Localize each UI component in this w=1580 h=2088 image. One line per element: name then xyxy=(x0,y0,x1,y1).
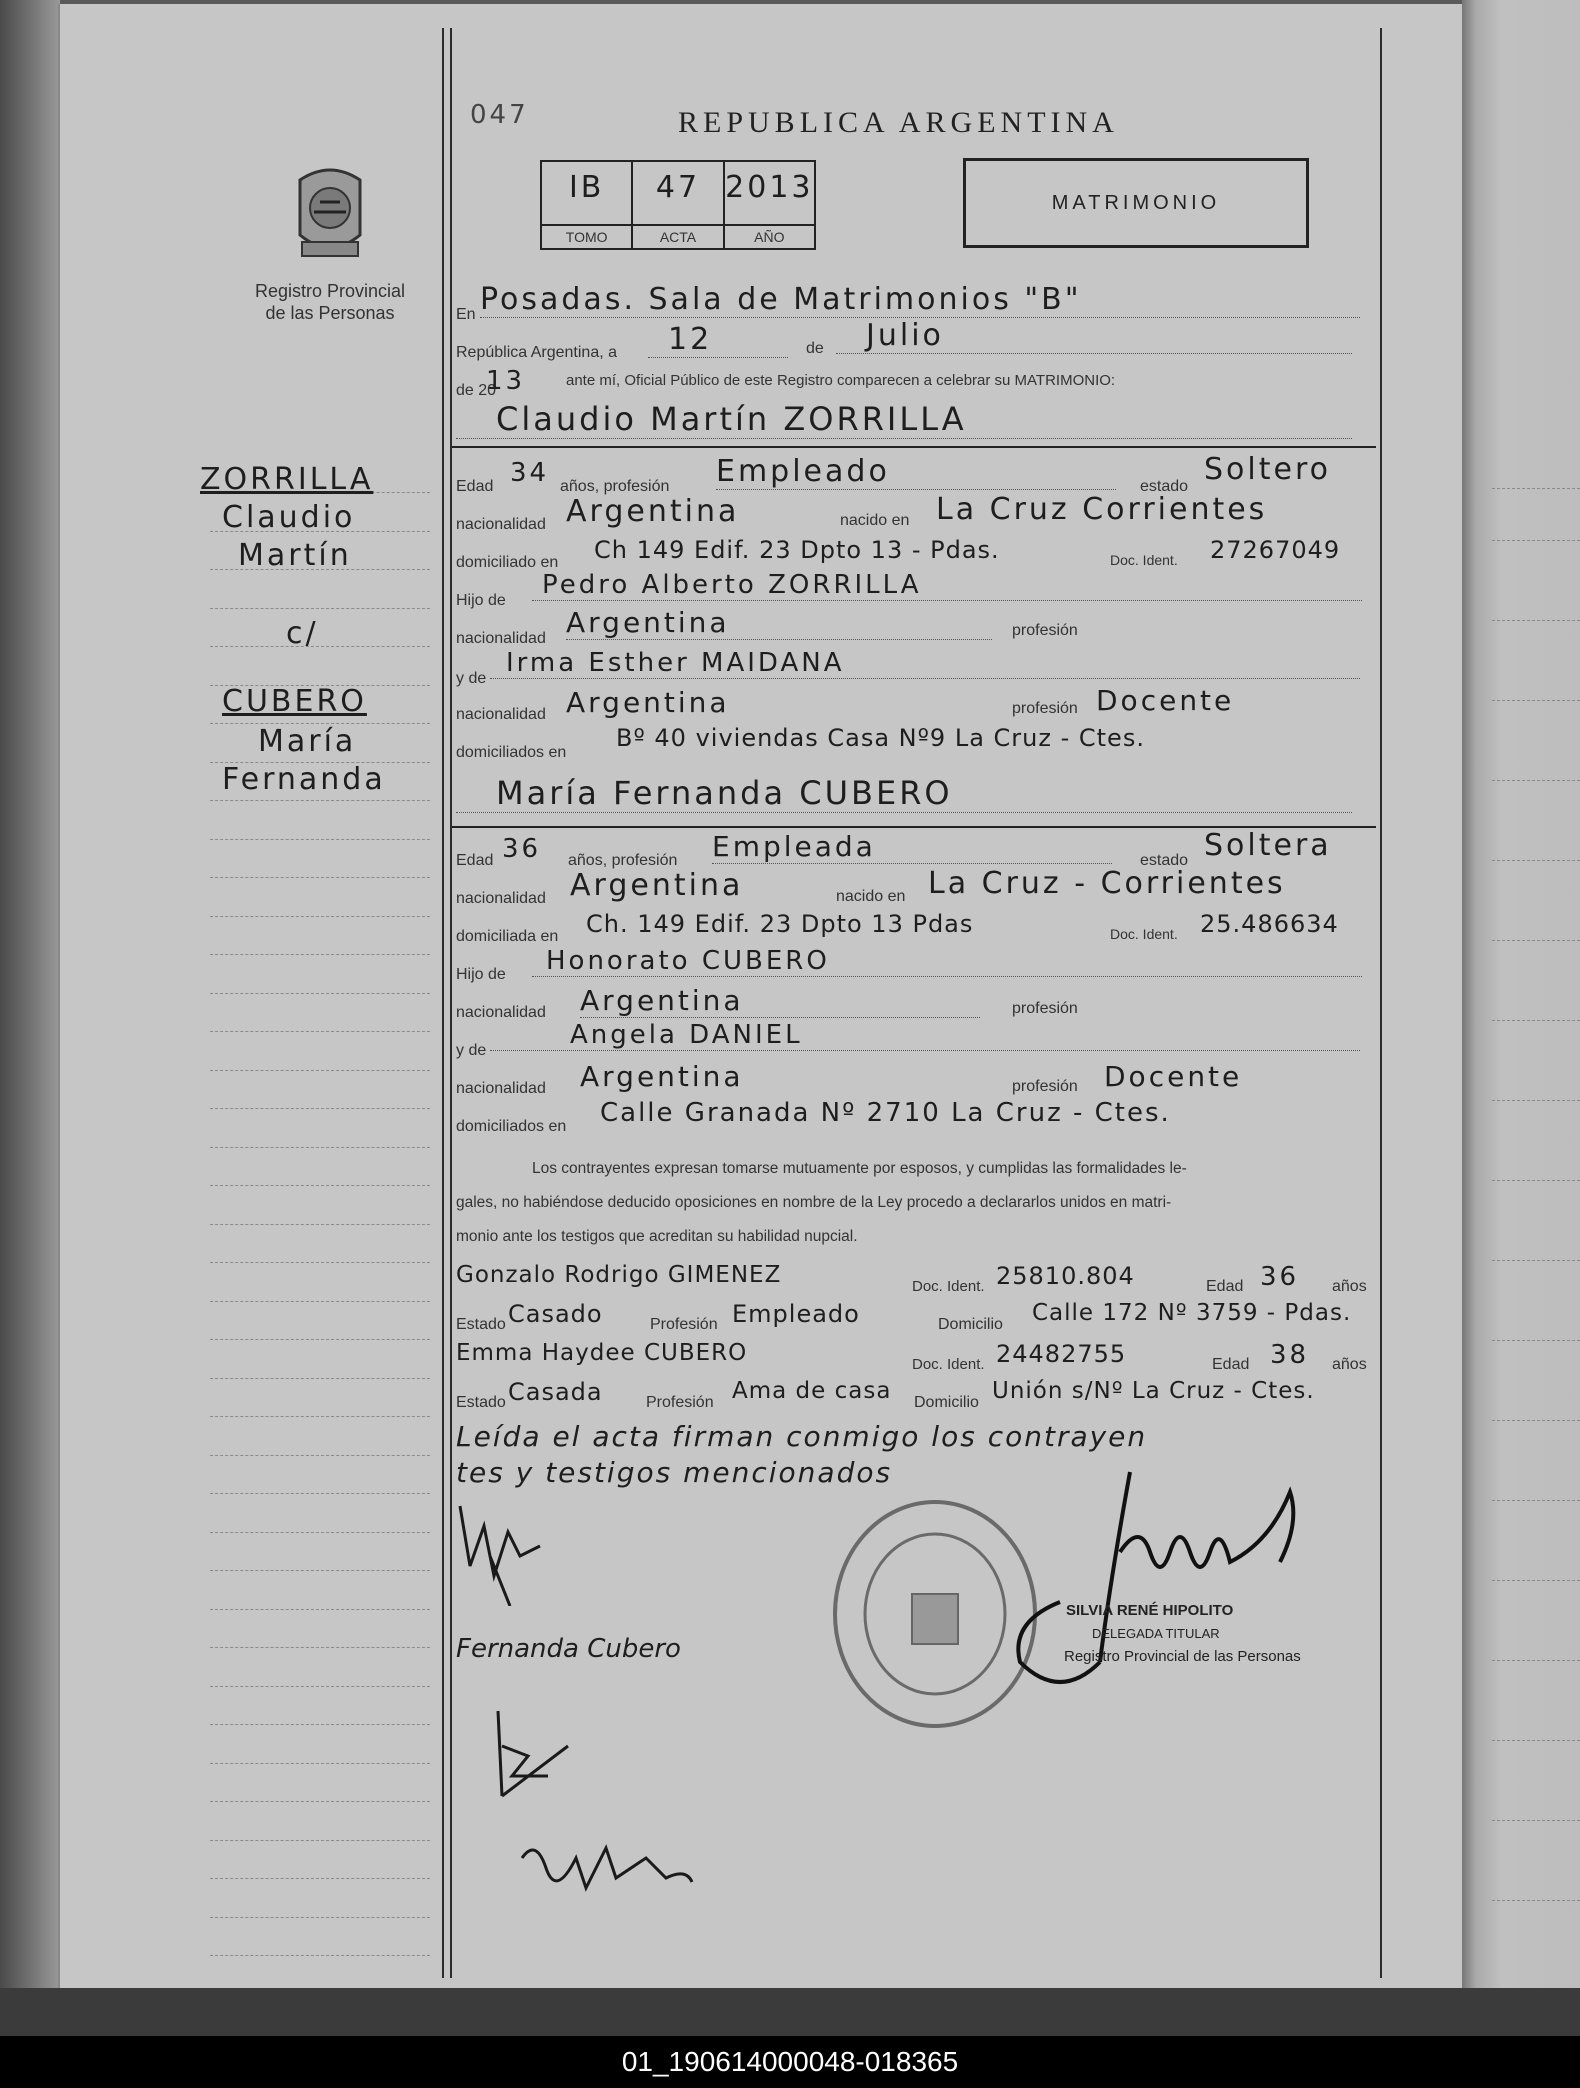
margin-guide-line xyxy=(210,1801,430,1802)
s1-nacido: La Cruz Corrientes xyxy=(936,492,1268,527)
w2-domicilio: Unión s/Nº La Cruz - Ctes. xyxy=(992,1378,1315,1404)
s1-doc-label: Doc. Ident. xyxy=(1110,552,1178,568)
margin-guide-line xyxy=(210,1955,430,1956)
margin-surname1: ZORRILLA xyxy=(200,462,374,497)
right-rule xyxy=(1380,28,1382,1978)
margin-name2a: María xyxy=(258,724,357,759)
official-title: DELEGADA TITULAR xyxy=(1092,1626,1220,1641)
s2-hijo-label: Hijo de xyxy=(456,966,506,983)
s1-padres-dom: Bº 40 viviendas Casa Nº9 La Cruz - Ctes. xyxy=(616,724,1145,752)
margin-guide-line xyxy=(210,993,430,994)
s2-doc-label: Doc. Ident. xyxy=(1110,926,1178,942)
s1-edad-label: Edad xyxy=(456,478,494,495)
w1-doc: 25810.804 xyxy=(996,1262,1135,1290)
w2-edad-label: Edad xyxy=(1212,1356,1250,1373)
w2-doc: 24482755 xyxy=(996,1340,1127,1368)
declaration-line2: gales, no habiéndose deducido oposiciones en nombre de la Ley procedo a declararlos unidos en matri- xyxy=(456,1194,1172,1211)
intro-closing: ante mí, Oficial Público de este Registro comparecen a celebrar su MATRIMONIO: xyxy=(566,372,1116,389)
s1-madre-nac: Argentina xyxy=(566,686,730,719)
s2-edad-label: Edad xyxy=(456,852,494,869)
book-spine-left xyxy=(0,0,60,2036)
w1-doc-label: Doc. Ident. xyxy=(912,1278,985,1295)
s1-estado-label: estado xyxy=(1140,478,1189,495)
w1-estado: Casado xyxy=(508,1300,603,1328)
section-divider xyxy=(452,446,1376,448)
margin-guide-line xyxy=(210,1031,430,1032)
w1-profesion-label: Profesión xyxy=(650,1316,718,1333)
margin-guide-line xyxy=(210,1416,430,1417)
margin-guide-line xyxy=(210,1378,430,1379)
s1-madre: Irma Esther MAIDANA xyxy=(490,648,1360,679)
margin-guide-line xyxy=(210,1224,430,1225)
margin-guide-line xyxy=(210,608,430,609)
w1-anos-label: años xyxy=(1332,1278,1367,1295)
margin-guide-line xyxy=(210,1763,430,1764)
margin-guide-line xyxy=(210,877,430,878)
margin-guide-line xyxy=(210,646,430,647)
acta-label: ACTA xyxy=(633,224,722,248)
closing-line2: tes y testigos mencionados xyxy=(456,1456,893,1489)
s2-dom-label: domiciliada en xyxy=(456,928,559,945)
w2-estado: Casada xyxy=(508,1378,603,1406)
tomo-label: TOMO xyxy=(542,224,631,248)
s2-yde-label: y de xyxy=(456,1042,487,1059)
s2-profesion-label: años, profesión xyxy=(568,852,678,869)
provincial-emblem-icon xyxy=(280,160,380,270)
margin-guide-line xyxy=(210,1108,430,1109)
w1-domicilio: Calle 172 Nº 3759 - Pdas. xyxy=(1032,1300,1352,1326)
s1-hijo-label: Hijo de xyxy=(456,592,506,609)
margin-guide-line xyxy=(210,1532,430,1533)
margin-guide-line xyxy=(210,1647,430,1648)
next-page-edge xyxy=(1462,0,1580,2036)
s1-nac: Argentina xyxy=(566,494,740,529)
official-registry: Registro Provincial de las Personas xyxy=(1064,1648,1301,1665)
w2-doc-label: Doc. Ident. xyxy=(912,1356,985,1373)
s2-padre: Honorato CUBERO xyxy=(532,946,1362,977)
ano-label: AÑO xyxy=(725,224,814,248)
official-name: SILVIA RENÉ HIPOLITO xyxy=(1066,1602,1234,1619)
s2-dom: Ch. 149 Edif. 23 Dpto 13 Pdas xyxy=(586,910,974,938)
w1-estado-label: Estado xyxy=(456,1316,506,1333)
s1-madre-nac-label: nacionalidad xyxy=(456,706,546,723)
witness-signature-mark-icon xyxy=(488,1706,588,1816)
ano-value: 2013 xyxy=(725,170,814,205)
s1-madre-prof-label: profesión xyxy=(1012,700,1078,717)
registry-label-line2: de las Personas xyxy=(265,303,395,323)
margin-guide-line xyxy=(210,1262,430,1263)
day-value: 12 xyxy=(648,322,788,358)
s1-padres-dom-label: domiciliados en xyxy=(456,744,567,761)
s1-padre-prof-label: profesión xyxy=(1012,622,1078,639)
registry-label xyxy=(200,280,460,324)
margin-guide-line xyxy=(210,1724,430,1725)
page-title: REPUBLICA ARGENTINA xyxy=(678,106,1119,139)
margin-guide-line xyxy=(210,1570,430,1571)
margin-name1b: Martín xyxy=(238,538,352,573)
margin-guide-line xyxy=(210,1339,430,1340)
spouse2-name: María Fernanda CUBERO xyxy=(456,774,1352,813)
s1-nac-label: nacionalidad xyxy=(456,516,546,533)
page-bottom-shadow xyxy=(0,1988,1580,2036)
s2-estado: Soltera xyxy=(1204,828,1332,863)
s2-padres-dom-label: domiciliados en xyxy=(456,1118,567,1135)
folio-number: 047 xyxy=(470,100,529,130)
bride-signature: Fernanda Cubero xyxy=(456,1634,681,1664)
de-label: de xyxy=(806,340,824,357)
place-value: Posadas. Sala de Matrimonios "B" xyxy=(480,282,1360,318)
margin-guide-line xyxy=(210,954,430,955)
w2-estado-label: Estado xyxy=(456,1394,506,1411)
tomo-value: IB xyxy=(568,170,605,205)
s2-madre-prof: Docente xyxy=(1104,1060,1243,1093)
s1-estado: Soltero xyxy=(1204,452,1331,487)
margin-name2b: Fernanda xyxy=(222,762,386,797)
s2-padre-prof-label: profesión xyxy=(1012,1000,1078,1017)
closing-line1: Leída el acta firman conmigo los contrayen xyxy=(456,1420,1148,1453)
margin-name1a: Claudio xyxy=(222,500,356,535)
w2-domicilio-label: Domicilio xyxy=(914,1394,979,1411)
margin-guide-line xyxy=(210,1147,430,1148)
s2-padres-dom: Calle Granada Nº 2710 La Cruz - Ctes. xyxy=(600,1098,1171,1128)
margin-guide-line xyxy=(210,1609,430,1610)
groom-signature-icon xyxy=(450,1496,550,1606)
s2-estado-label: estado xyxy=(1140,852,1189,869)
margin-surname2: CUBERO xyxy=(222,684,367,719)
w1-edad-label: Edad xyxy=(1206,1278,1244,1295)
en-label: En xyxy=(456,306,476,323)
s2-madre-prof-label: profesión xyxy=(1012,1078,1078,1095)
s2-nacido: La Cruz - Corrientes xyxy=(928,866,1286,901)
w1-profesion: Empleado xyxy=(732,1300,860,1328)
year-prefix-label: de 20 xyxy=(456,382,497,399)
s1-yde-label: y de xyxy=(456,670,487,687)
s1-padre-nac-label: nacionalidad xyxy=(456,630,546,647)
s1-doc: 27267049 xyxy=(1210,536,1341,564)
registry-label-line1: Registro Provincial xyxy=(254,281,406,301)
margin-conector: c/ xyxy=(286,616,319,651)
margin-guide-line xyxy=(210,916,430,917)
s2-profesion: Empleada xyxy=(712,830,1112,864)
w2-profesion: Ama de casa xyxy=(732,1378,892,1404)
s2-edad: 36 xyxy=(502,834,542,864)
reference-box xyxy=(540,160,816,250)
margin-guide-line xyxy=(210,1840,430,1841)
month-value: Julio xyxy=(836,318,1352,354)
s1-madre-prof: Docente xyxy=(1096,684,1235,717)
spouse1-name: Claudio Martín ZORRILLA xyxy=(456,400,1352,439)
s1-padre-nac: Argentina xyxy=(566,606,992,640)
s2-nac-label: nacionalidad xyxy=(456,890,546,907)
margin-guide-line xyxy=(210,800,430,801)
s1-edad: 34 xyxy=(510,458,550,488)
s1-dom-label: domiciliado en xyxy=(456,554,559,571)
margin-guide-line xyxy=(210,1301,430,1302)
margin-guide-line xyxy=(210,1917,430,1918)
acta-value: 47 xyxy=(655,170,701,205)
year-value: 13 xyxy=(486,366,526,396)
record-type-box: MATRIMONIO xyxy=(963,158,1309,248)
witness1-name: Gonzalo Rodrigo GIMENEZ xyxy=(456,1262,782,1288)
margin-guide-line xyxy=(210,1070,430,1071)
s2-madre-nac: Argentina xyxy=(580,1060,744,1093)
witness-signature-icon xyxy=(516,1838,696,1908)
margin-guide-line xyxy=(210,1493,430,1494)
image-id-footer: 01_190614000048-018365 xyxy=(0,2036,1580,2088)
s2-madre: Angela DANIEL xyxy=(490,1020,1360,1051)
s1-dom: Ch 149 Edif. 23 Dpto 13 - Pdas. xyxy=(594,536,1000,564)
s2-nac: Argentina xyxy=(570,868,744,903)
margin-guide-line xyxy=(210,839,430,840)
w2-anos-label: años xyxy=(1332,1356,1367,1373)
w1-domicilio-label: Domicilio xyxy=(938,1316,1003,1333)
s2-doc: 25.486634 xyxy=(1200,910,1339,938)
s2-nacido-label: nacido en xyxy=(836,888,906,905)
s2-padre-nac: Argentina xyxy=(580,984,980,1018)
declaration-line1: Los contrayentes expresan tomarse mutuamente por esposos, y cumplidas las formalidades le- xyxy=(532,1160,1187,1177)
margin-guide-line xyxy=(210,1686,430,1687)
republica-label: República Argentina, a xyxy=(456,344,617,361)
witness2-name: Emma Haydee CUBERO xyxy=(456,1340,748,1366)
s2-madre-nac-label: nacionalidad xyxy=(456,1080,546,1097)
s1-nacido-label: nacido en xyxy=(840,512,910,529)
s2-padre-nac-label: nacionalidad xyxy=(456,1004,546,1021)
s1-profesion-label: años, profesión xyxy=(560,478,670,495)
margin-guide-line xyxy=(210,1185,430,1186)
w1-edad: 36 xyxy=(1260,1262,1300,1292)
s1-padre: Pedro Alberto ZORRILLA xyxy=(532,570,1362,601)
declaration-line3: monio ante los testigos que acreditan su habilidad nupcial. xyxy=(456,1228,858,1245)
margin-guide-line xyxy=(210,1455,430,1456)
w2-edad: 38 xyxy=(1270,1340,1310,1370)
w2-profesion-label: Profesión xyxy=(646,1394,714,1411)
margin-guide-line xyxy=(210,1878,430,1879)
s1-profesion: Empleado xyxy=(716,454,1116,490)
